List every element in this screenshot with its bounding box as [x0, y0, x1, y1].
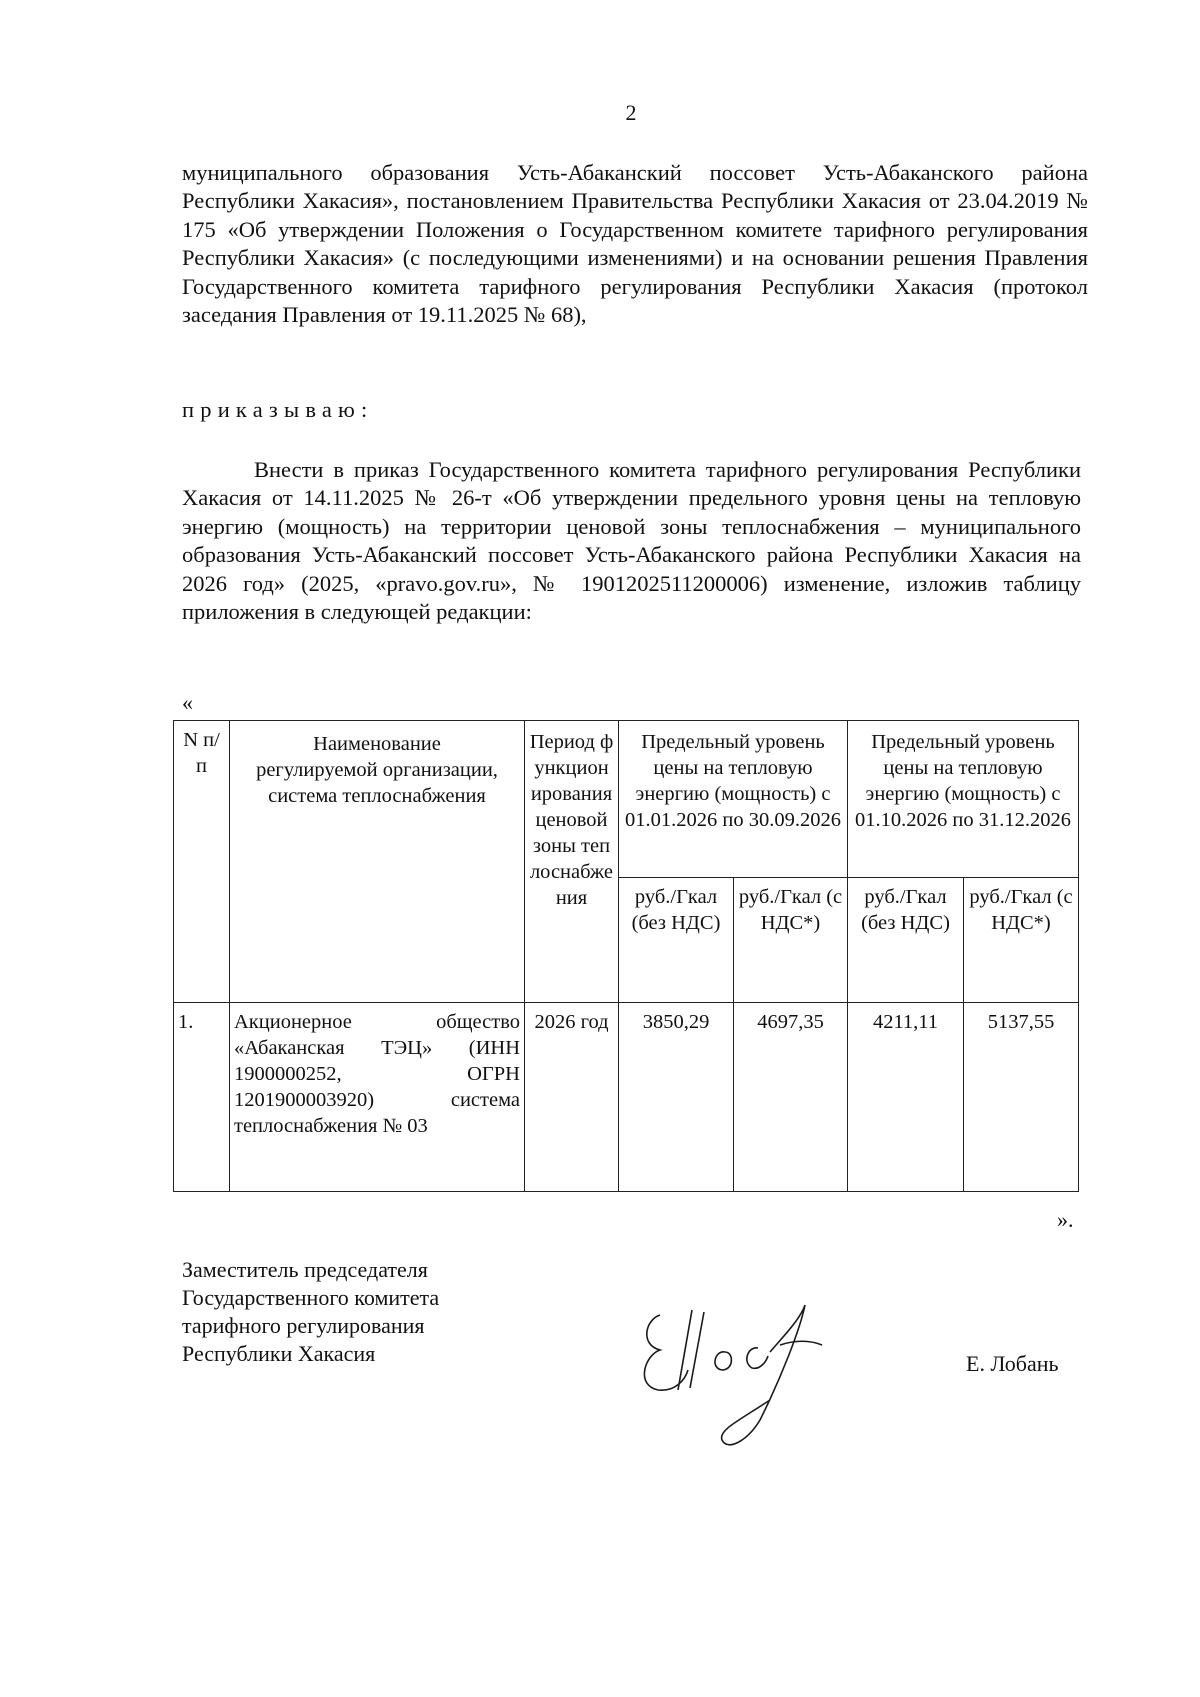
- table-row: [174, 1003, 1079, 1192]
- signer-name: Е. Лобань: [966, 1351, 1059, 1376]
- row-g1-vat: 4697,35: [734, 1003, 848, 1192]
- order-word: приказываю:: [182, 397, 374, 422]
- header-g1-no-vat: руб./Гкал (без НДС): [619, 878, 734, 1003]
- preamble-paragraph: муниципального образования Усть-Абаканский поссовет Усть-Абаканского района Республики Хакасия», постановлением Правительства Республики Хакасия от 23.04.2019 № 175 «Об утверждении Положения о Государственном комитете тарифного регулирования Республики Хакасия» (с последующими изменениями) и на основании решения Правления Государственного комитета тарифного регулирования Республики Хакасия (протокол заседания Правления от 19.11.2025 № 68),: [182, 160, 1088, 328]
- quote-open-mark: «: [182, 690, 193, 715]
- header-period: Период функционирования ценовой зоны теплоснабжения: [525, 721, 619, 1003]
- header-price-group-1: Предельный уровень цены на тепловую энергию (мощность) с 01.01.2026 по 30.09.2026: [619, 721, 848, 878]
- signatory-line-3: тарифного регулирования: [182, 1313, 425, 1338]
- signatory-title: [182, 1256, 439, 1368]
- page-number: 2: [625, 100, 637, 125]
- row-g2-no-vat: 4211,11: [848, 1003, 964, 1192]
- table-header-row: [174, 721, 1079, 878]
- row-organization: Акционерное общество «Абаканская ТЭЦ» (ИНН 1900000252, ОГРН 1201900003920) система теплоснабжения № 03: [230, 1003, 525, 1192]
- row-num: 1.: [174, 1003, 230, 1192]
- order-body-paragraph: Внести в приказ Государственного комитета тарифного регулирования Республики Хакасия от 14.11.2025 № 26-т «Об утверждении предельного уровня цены на тепловую энергию (мощность) на территории ценовой зоны теплоснабжения – муниципального образования Усть-Абаканский поссовет Усть-Абаканского района Республики Хакасия на 2026 год» (2025, «pravo.gov.ru», № 1901202511200006) изменение, изложив таблицу приложения в следующей редакции:: [182, 457, 1081, 625]
- header-price-group-2: Предельный уровень цены на тепловую энергию (мощность) с 01.10.2026 по 31.12.2026: [848, 721, 1079, 878]
- quote-close-mark: ».: [1057, 1207, 1074, 1232]
- signatory-line-1: Заместитель председателя: [182, 1257, 428, 1282]
- header-g1-vat: руб./Гкал (с НДС*): [734, 878, 848, 1003]
- handwritten-signature: [630, 1290, 870, 1460]
- header-num: N п/п: [174, 721, 230, 1003]
- header-g2-vat: руб./Гкал (с НДС*): [964, 878, 1079, 1003]
- signatory-line-4: Республики Хакасия: [182, 1341, 376, 1366]
- row-g1-no-vat: 3850,29: [619, 1003, 734, 1192]
- header-g2-no-vat: руб./Гкал (без НДС): [848, 878, 964, 1003]
- tariff-table: [173, 720, 1079, 1192]
- signatory-line-2: Государственного комитета: [182, 1285, 440, 1310]
- row-period: 2026 год: [525, 1003, 619, 1192]
- row-g2-vat: 5137,55: [964, 1003, 1079, 1192]
- header-organization: Наименование регулируемой организации, система теплоснабжения: [230, 721, 525, 1003]
